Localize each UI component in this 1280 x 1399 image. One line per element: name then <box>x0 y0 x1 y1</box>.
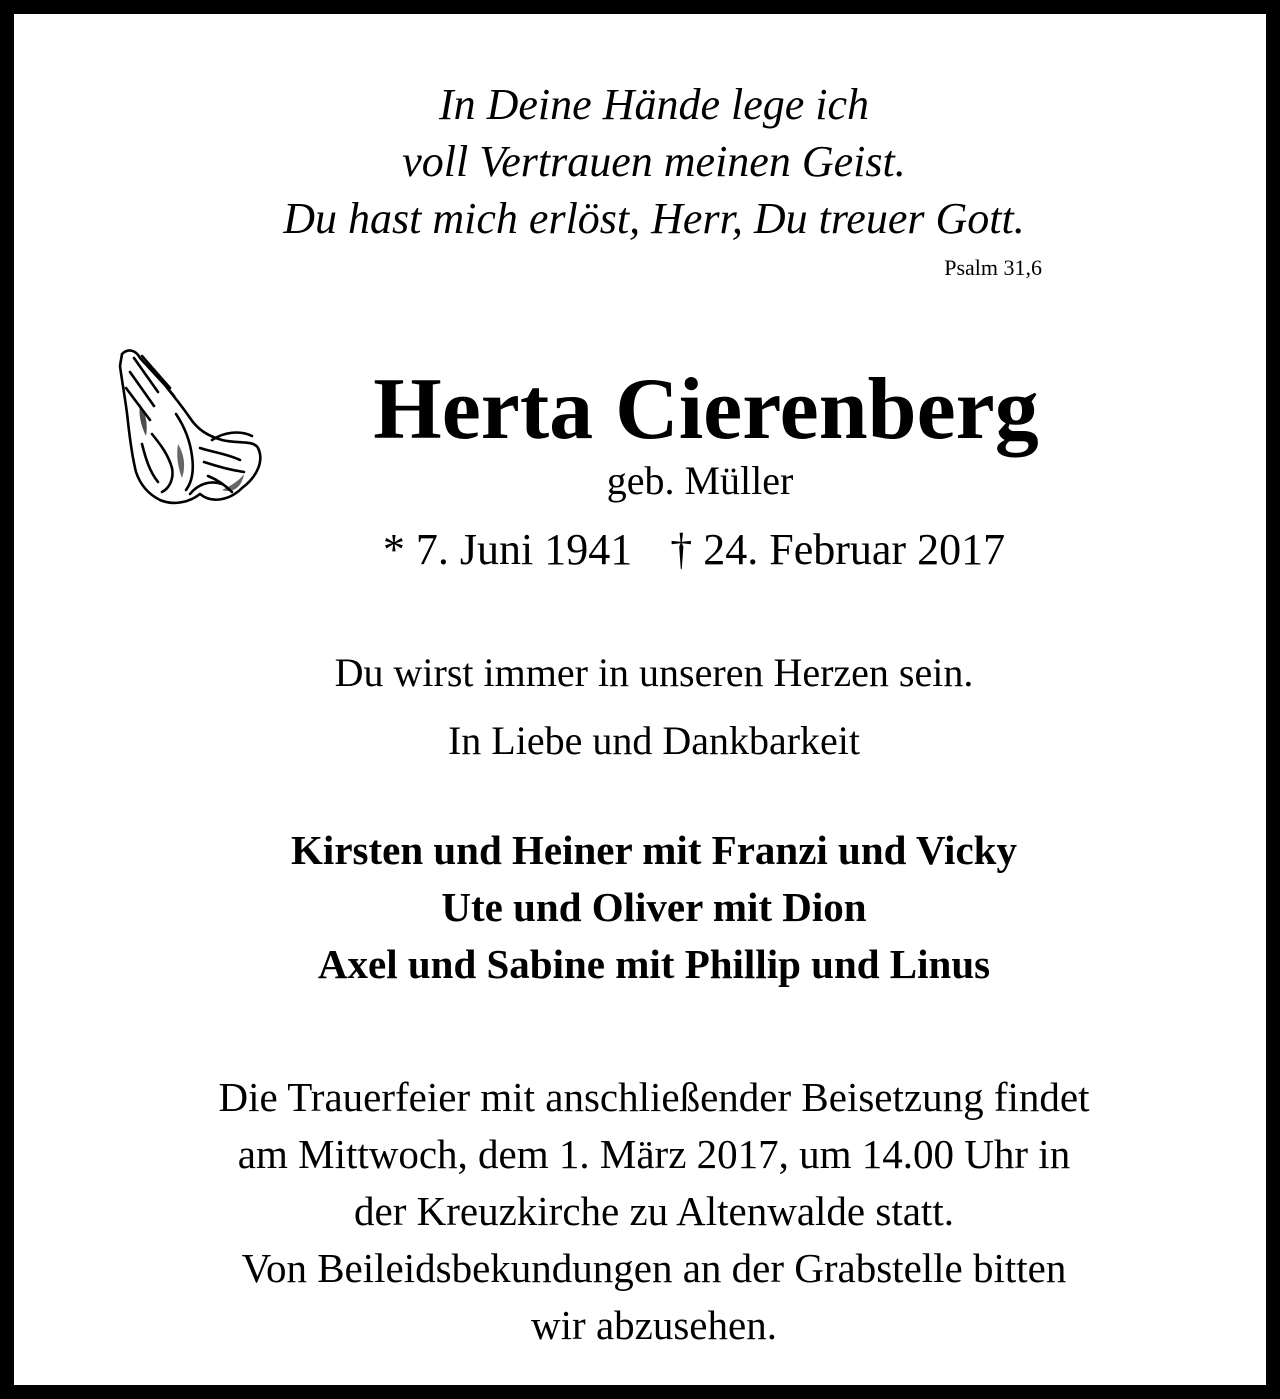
maiden-name: geb. Müller <box>606 458 794 503</box>
ceremony-line: wir abzusehen. <box>531 1302 777 1348</box>
birth-date: * 7. Juni 1941 <box>382 525 633 574</box>
ceremony-line: Von Beileidsbekundungen an der Grabstelle bitten <box>241 1245 1067 1291</box>
mourner-line: Ute und Oliver mit Dion <box>441 884 867 930</box>
funeral-information <box>14 1069 1280 1354</box>
gratitude-line: In Liebe und Dankbarkeit <box>447 718 861 763</box>
verse-line: Du hast mich erlöst, Herr, Du treuer Gott. <box>283 194 1025 243</box>
ceremony-line: der Kreuzkirche zu Altenwalde statt. <box>354 1188 954 1234</box>
verse-line: voll Vertrauen meinen Geist. <box>402 137 906 186</box>
deceased-name: Herta Cierenberg <box>373 361 1039 458</box>
mourner-line: Axel und Sabine mit Phillip und Linus <box>317 941 991 987</box>
ceremony-line: Die Trauerfeier mit anschließender Beisetzung findet <box>218 1074 1090 1120</box>
life-dates <box>54 524 1280 575</box>
memorial-message: Du wirst immer in unseren Herzen sein. <box>334 650 974 695</box>
death-date: † 24. Februar 2017 <box>670 525 1006 574</box>
verse-line: In Deine Hände lege ich <box>438 80 870 129</box>
mourners-list <box>14 822 1280 993</box>
verse-reference: Psalm 31,6 <box>944 255 1042 280</box>
mourner-line: Kirsten und Heiner mit Franzi und Vicky <box>291 827 1017 873</box>
bible-verse <box>14 76 1280 247</box>
ceremony-line: am Mittwoch, dem 1. März 2017, um 14.00 Uhr in <box>237 1131 1071 1177</box>
